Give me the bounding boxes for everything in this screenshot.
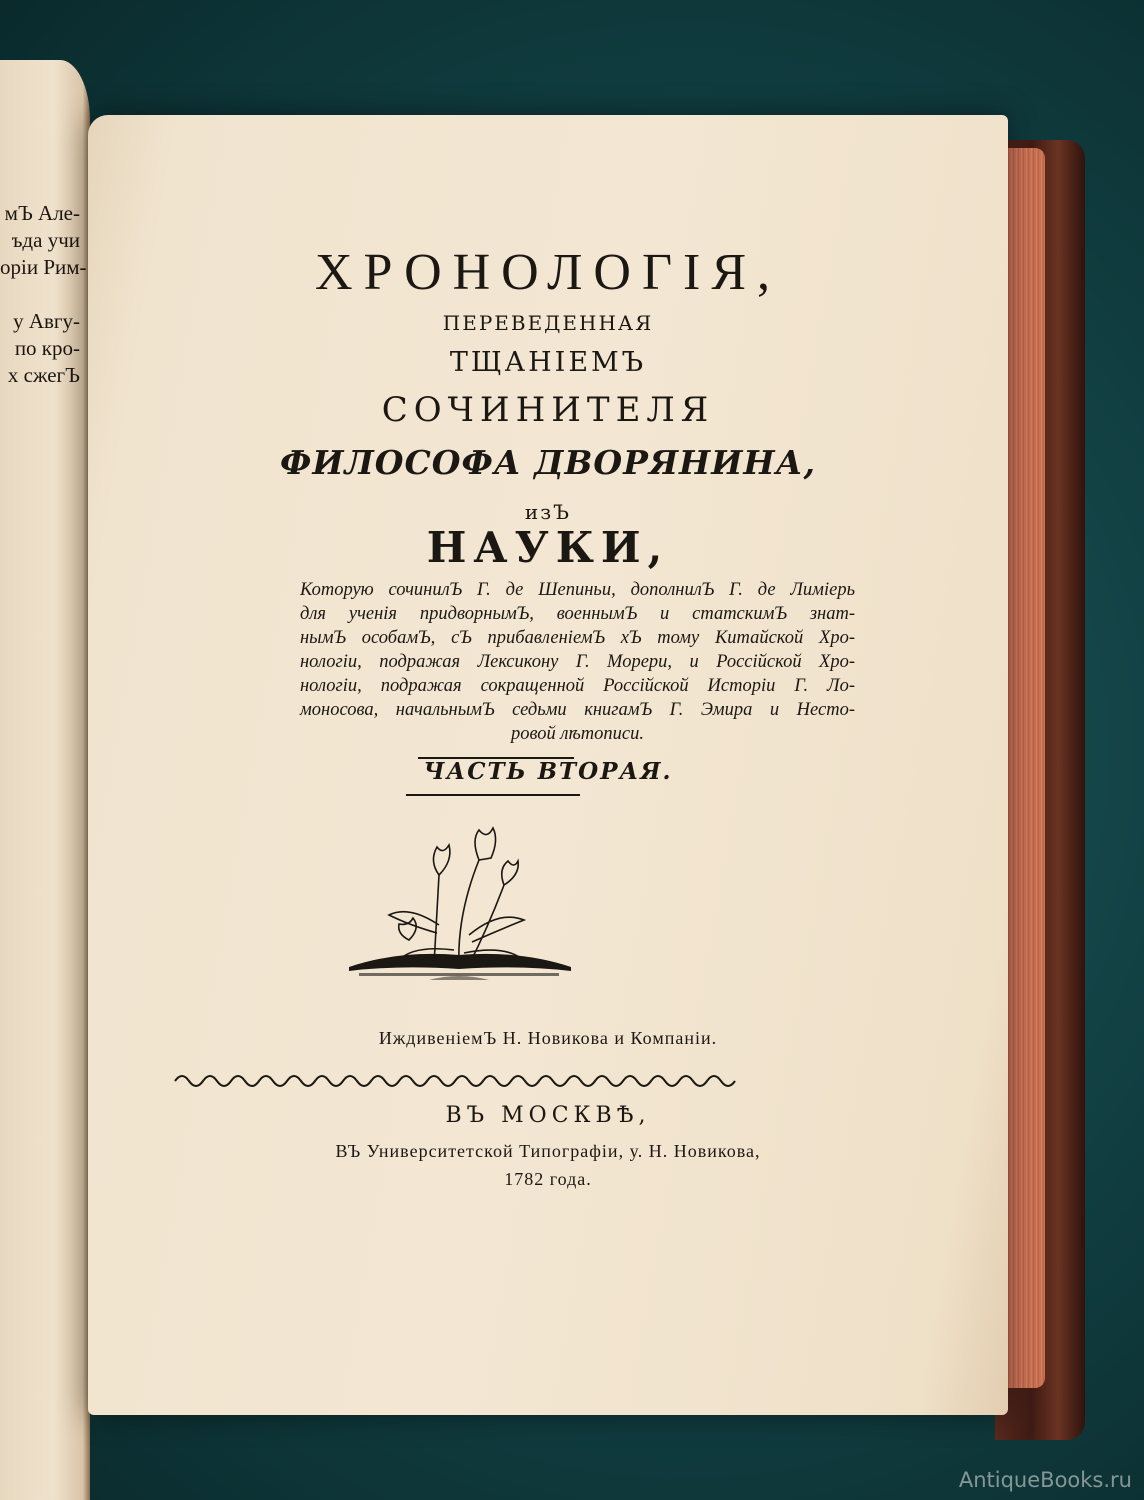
title-page [88,115,1008,1415]
left-line: у Авгу- [13,309,80,333]
subtitle-line: ФИЛОСОФА ДВОРЯНИНА, [280,443,816,482]
left-line: оріи Рим- [0,255,87,279]
subtitle-line: НАУКИ, [426,523,670,572]
left-page-text [0,200,87,389]
left-line: по кро- [14,336,80,360]
description-line: нымЪ особамЪ, сЪ прибавленіемЪ хЪ тому Китайской Хро- [300,628,855,648]
description-line: Которую сочинилЪ Г. де Шепиньи, дополнилЪ Г. де Лиміерь [300,580,855,600]
watermark: AntiqueBooks.ru [958,1468,1132,1492]
description-line: моносова, начальнымЪ седьми книгамЪ Г. Эмира и Несто- [300,700,855,720]
subtitle-line: ТЩАНІЕМЪ [449,347,647,378]
part-rule-bottom [406,794,580,796]
subtitle-line: СОЧИНИТЕЛЯ [381,390,715,430]
description-line: для ученія придворнымЪ, военнымЪ и статскимЪ знат- [300,604,855,624]
description-paragraph [300,578,855,746]
publisher-line: ИждивеніемЪ Н. Новикова и Компаніи. [378,1028,718,1048]
flower-vignette-icon [339,815,579,980]
left-facing-page [0,60,90,1500]
press-line: ВЪ Университетской Типографіи, у. Н. Новикова, [335,1141,761,1161]
left-line: х сжегЪ [7,363,80,387]
left-line: ъда учи [11,228,80,252]
ornamental-divider-icon [173,1068,738,1094]
part-label: ЧАСТЬ ВТОРАЯ. [423,758,673,785]
book-title: ХРОНОЛОГІЯ, [314,244,782,301]
year-line: 1782 года. [504,1169,592,1189]
city-line: ВЪ МОСКВѢ, [445,1103,651,1128]
description-line: ровой лѣтописи. [510,724,644,744]
left-line: мЪ Але- [4,201,80,225]
description-line: нологіи, подражая Лексикону Г. Морери, и Россійской Хро- [300,652,855,672]
subtitle-line: ПЕРЕВЕДЕННАЯ [442,311,654,335]
subtitle-line: изЪ [524,500,572,524]
description-line: нологіи, подражая сокращенной Россійской Исторіи Г. Ло- [300,676,855,696]
